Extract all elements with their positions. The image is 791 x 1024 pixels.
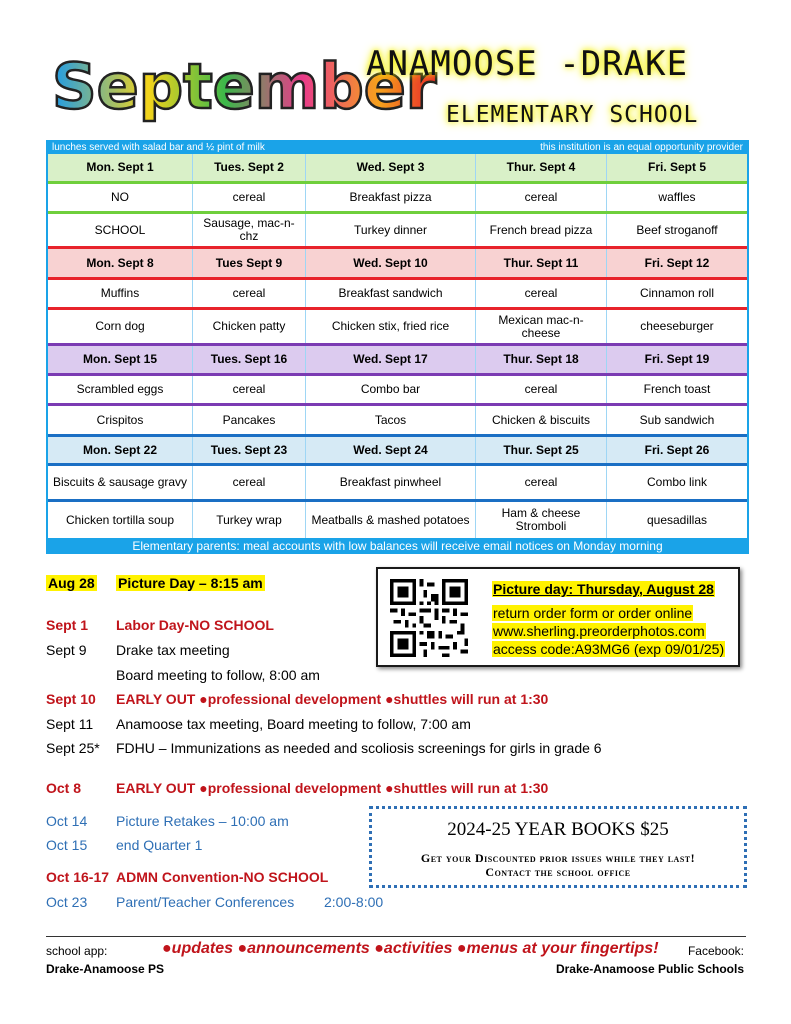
- school-name-line1: ANAMOOSE -DRAKE: [366, 44, 689, 84]
- day-header: Thur. Sept 18: [476, 346, 607, 373]
- menu-item: waffles: [658, 190, 696, 204]
- day-header: Tues Sept 9: [193, 249, 306, 277]
- day-header: Wed. Sept 3: [306, 154, 476, 181]
- picture-day-line1: return order form or order online: [493, 605, 693, 621]
- menu-item: Ham & cheese Stromboli: [476, 502, 607, 538]
- week-2-days: [48, 249, 747, 280]
- menu-item: Breakfast sandwich: [306, 280, 476, 307]
- menu-item: Combo bar: [306, 376, 476, 403]
- menu-item: French bread pizza: [476, 214, 607, 246]
- menu-note-left: lunches served with salad bar and ½ pint of milk: [52, 141, 265, 153]
- event-date: Sept 1: [46, 617, 89, 633]
- week-2-breakfast: [48, 280, 747, 310]
- menu-item: Muffins: [48, 280, 193, 307]
- event-text: ADMN Convention-NO SCHOOL: [116, 869, 329, 885]
- menu-item: Pancakes: [193, 406, 306, 434]
- footer-divider: [46, 936, 746, 937]
- event-text: EARLY OUT ●professional development ●shuttles will run at 1:30: [116, 691, 549, 707]
- yearbook-line1: Get your Discounted prior issues while they last!: [420, 851, 696, 865]
- menu-item: Chicken & biscuits: [476, 406, 607, 434]
- menu-item: Sausage, mac-n-chz: [193, 214, 306, 246]
- menu-item: Chicken tortilla soup: [48, 502, 193, 538]
- event-text: Picture Retakes – 10:00 am: [116, 813, 289, 829]
- menu-item: Breakfast pinwheel: [306, 466, 476, 499]
- menu-item: NO: [48, 184, 193, 211]
- day-header: Tues. Sept 23: [193, 437, 306, 463]
- week-2-lunch: [48, 310, 747, 346]
- event-date: Sept 25*: [46, 740, 100, 756]
- menu-week-1: [48, 154, 747, 249]
- picture-order-link[interactable]: www.sherling.preorderphotos.com: [493, 623, 705, 639]
- event-text: Drake tax meeting: [116, 642, 230, 658]
- menu-item: SCHOOL: [48, 214, 193, 246]
- menu-item: Turkey wrap: [193, 502, 306, 538]
- event-time: 2:00-8:00: [324, 894, 384, 910]
- event-text: EARLY OUT ●professional development ●shuttles will run at 1:30: [116, 780, 549, 796]
- event-text: Parent/Teacher Conferences: [116, 894, 295, 910]
- day-header: Fri. Sept 12: [644, 255, 710, 270]
- september-logo: [44, 38, 437, 130]
- menu-item: Scrambled eggs: [48, 376, 193, 403]
- day-header: Wed. Sept 10: [306, 249, 476, 277]
- menu-week-4: [48, 437, 747, 538]
- day-header: Wed. Sept 17: [306, 346, 476, 373]
- day-header: Fri. Sept 5: [647, 160, 706, 174]
- menu-item: quesadillas: [646, 512, 708, 527]
- menu-grid: [46, 154, 749, 538]
- week-1-days: [48, 154, 747, 184]
- menu-item: Turkey dinner: [306, 214, 476, 246]
- header: [44, 38, 756, 138]
- day-header: Thur. Sept 4: [476, 154, 607, 181]
- menu-item: cheeseburger: [640, 319, 714, 333]
- event-date: Aug 28: [48, 575, 95, 591]
- event-text: end Quarter 1: [116, 837, 203, 853]
- day-header: Fri. Sept 19: [644, 352, 710, 366]
- event-date: Sept 10: [46, 691, 96, 707]
- menu-item: Mexican mac-n-cheese: [476, 310, 607, 343]
- day-header: Mon. Sept 15: [48, 346, 193, 373]
- picture-access-code: access code:A93MG6 (exp 09/01/25): [493, 641, 725, 657]
- day-header: Wed. Sept 24: [306, 437, 476, 463]
- menu-item: Meatballs & mashed potatoes: [306, 502, 476, 538]
- menu-item: cereal: [193, 280, 306, 307]
- footer-facebook-label: Facebook:: [687, 944, 744, 958]
- day-header: Thur. Sept 25: [476, 437, 607, 463]
- yearbook-title: 2024-25 YEAR BOOKS $25: [447, 819, 669, 840]
- menu-item: cereal: [193, 376, 306, 403]
- day-header: Mon. Sept 1: [48, 154, 193, 181]
- event-text: Picture Day – 8:15 am: [118, 575, 263, 591]
- footer-facebook-name: Drake-Anamoose Public Schools: [555, 962, 744, 976]
- menu-item: cereal: [476, 280, 607, 307]
- menu-item: Cinnamon roll: [639, 286, 715, 300]
- menu-item: Chicken patty: [193, 310, 306, 343]
- menu-item: Combo link: [646, 475, 708, 489]
- picture-day-title: Picture day: Thursday, August 28: [493, 581, 714, 597]
- menu-week-2: [48, 249, 747, 346]
- menu-bottom-note: Elementary parents: meal accounts with low balances will receive email notices on Monday morning: [46, 538, 749, 554]
- menu-item: cereal: [476, 466, 607, 499]
- menu-item: Sub sandwich: [639, 412, 715, 427]
- footer-tagline: ●updates ●announcements ●activities ●menus at your fingertips!: [162, 940, 659, 957]
- menu-item: Tacos: [306, 406, 476, 434]
- september-logo-text: September: [52, 50, 437, 123]
- day-header: Mon. Sept 22: [48, 437, 193, 463]
- footer-app-label: school app:: [46, 944, 108, 958]
- event-date: Oct 15: [46, 837, 88, 853]
- menu-item: Biscuits & sausage gravy: [48, 466, 193, 499]
- event-date: Sept 11: [46, 716, 94, 732]
- menu-item: Chicken stix, fried rice: [306, 310, 476, 343]
- qr-code-icon[interactable]: [390, 579, 468, 657]
- menu-item: Breakfast pizza: [306, 184, 476, 211]
- week-1-breakfast: [48, 184, 747, 214]
- event-text: Anamoose tax meeting, Board meeting to follow, 7:00 am: [116, 716, 471, 732]
- week-4-lunch: [48, 502, 747, 538]
- menu-item: cereal: [193, 184, 306, 211]
- week-4-breakfast: [48, 466, 747, 502]
- event-text: FDHU – Immunizations as needed and scoliosis screenings for girls in grade 6: [116, 740, 602, 756]
- menu-item: cereal: [476, 376, 607, 403]
- yearbook-box: [369, 806, 747, 888]
- week-3-days: [48, 346, 747, 376]
- event-date: Sept 9: [46, 642, 87, 658]
- event-date: Oct 16-17: [46, 869, 110, 885]
- event-text: Labor Day-NO SCHOOL: [116, 617, 274, 633]
- footer-app-name: Drake-Anamoose PS: [46, 962, 165, 976]
- menu-top-strip: [46, 140, 749, 154]
- school-name-line2: ELEMENTARY SCHOOL: [446, 102, 699, 128]
- event-date: Oct 14: [46, 813, 88, 829]
- day-header: Thur. Sept 11: [476, 249, 607, 277]
- event-date: Oct 23: [46, 894, 88, 910]
- menu-note-right: this institution is an equal opportunity provider: [540, 141, 743, 153]
- menu-item: Beef stroganoff: [636, 222, 718, 237]
- menu-item: cereal: [476, 184, 607, 211]
- menu-item: Crispitos: [48, 406, 193, 434]
- day-header: Mon. Sept 8: [48, 249, 193, 277]
- week-3-breakfast: [48, 376, 747, 406]
- yearbook-line2: Contact the school office: [485, 865, 631, 879]
- picture-day-box: [376, 567, 740, 667]
- day-header: Tues. Sept 2: [193, 154, 306, 181]
- menu-item: French toast: [643, 382, 711, 396]
- day-header: Tues. Sept 16: [193, 346, 306, 373]
- week-3-lunch: [48, 406, 747, 437]
- menu-week-3: [48, 346, 747, 437]
- menu-item: Corn dog: [48, 310, 193, 343]
- lunch-menu: [46, 140, 749, 554]
- week-1-lunch: [48, 214, 747, 249]
- week-4-days: [48, 437, 747, 466]
- event-text: Board meeting to follow, 8:00 am: [116, 667, 320, 683]
- menu-item: cereal: [193, 466, 306, 499]
- event-date: Oct 8: [46, 780, 82, 796]
- day-header: Fri. Sept 26: [644, 442, 710, 457]
